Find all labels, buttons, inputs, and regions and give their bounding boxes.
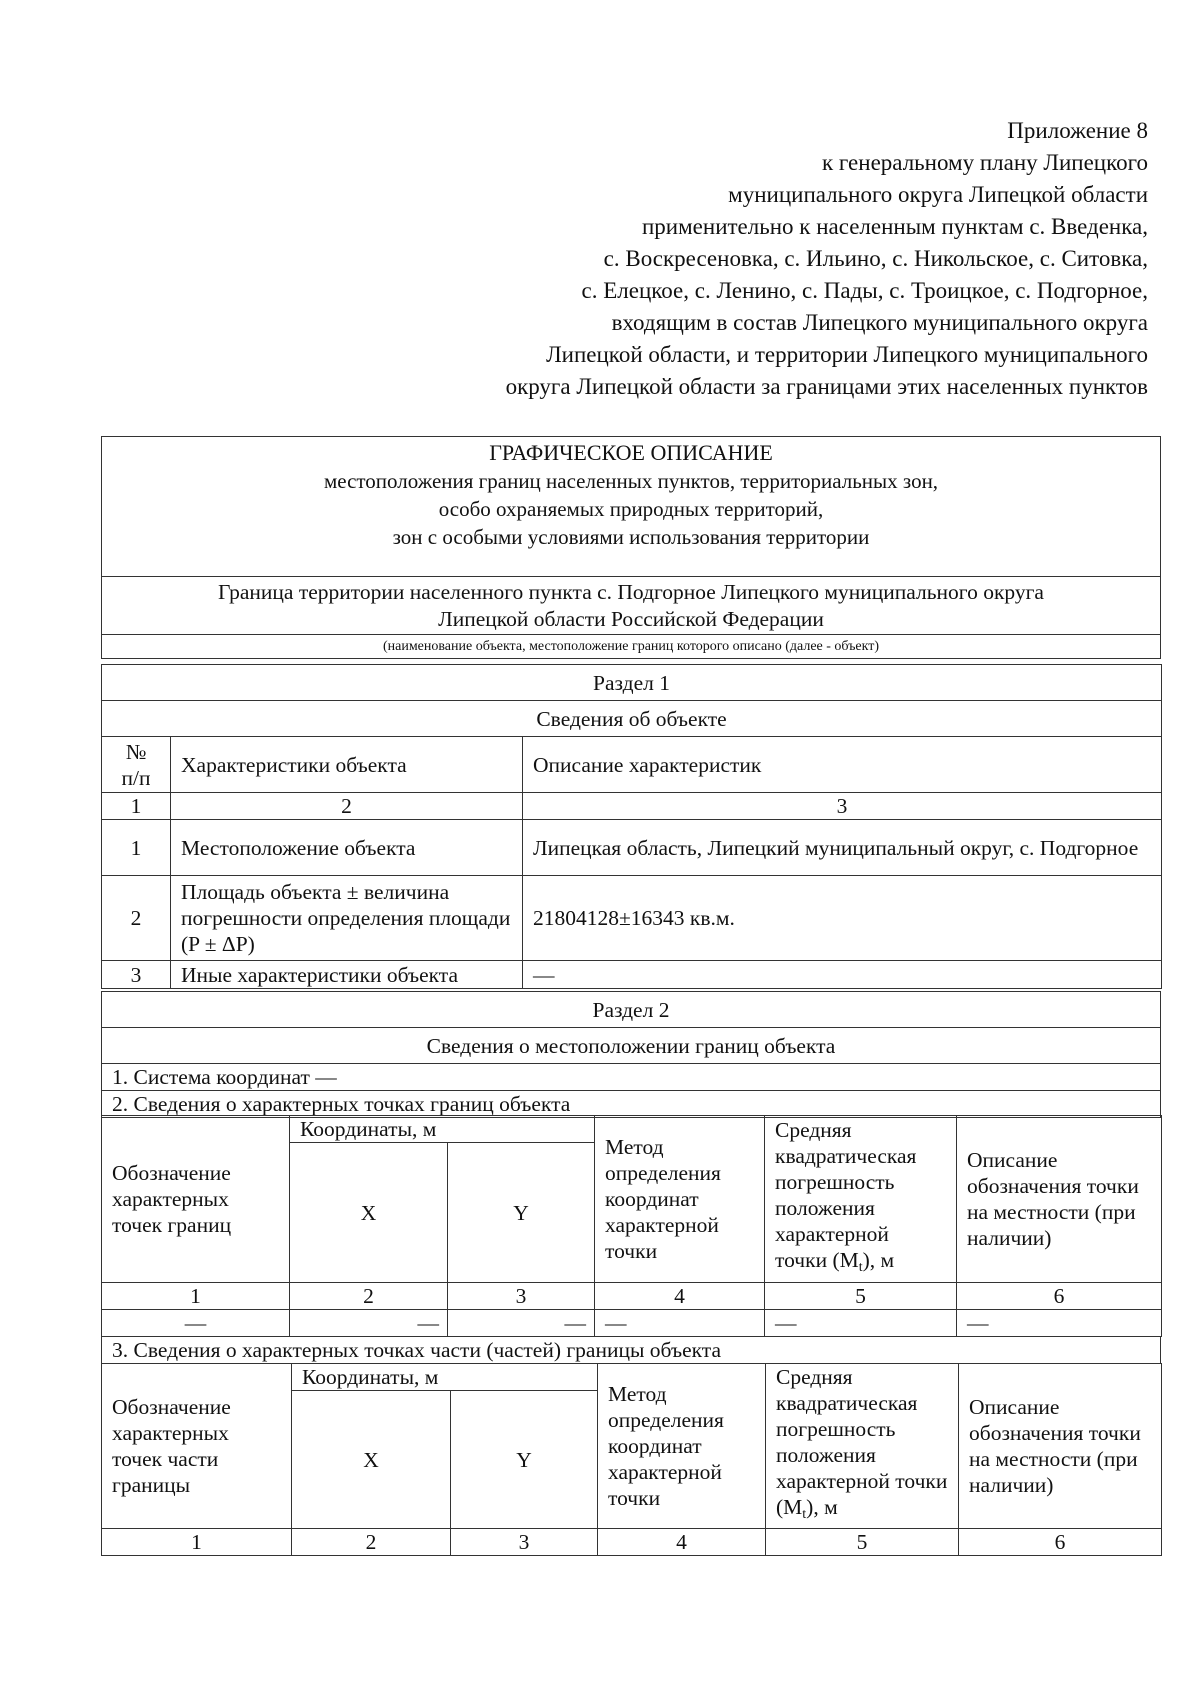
title-line: особо охраняемых природных территорий,	[438, 497, 824, 521]
col-header-number	[102, 737, 171, 793]
row-number: 3	[102, 961, 171, 989]
col-number: 1	[102, 793, 171, 820]
col-header-error	[766, 1364, 959, 1529]
col-header-x: X	[292, 1391, 451, 1529]
header-line: Приложение 8	[1007, 118, 1148, 143]
col-number: 4	[598, 1529, 766, 1556]
row-number: 1	[102, 820, 171, 876]
section1-title: Раздел 1	[102, 665, 1162, 701]
cell-dash: —	[595, 1310, 765, 1337]
col-number: 3	[523, 793, 1162, 820]
appendix-header	[300, 115, 1148, 403]
col-header-y: Y	[451, 1391, 598, 1529]
cell-dash: —	[448, 1310, 595, 1337]
col-header-designation: Обозначение характерных точек части границы	[102, 1364, 292, 1529]
col-number: 1	[102, 1529, 292, 1556]
col-number: 5	[766, 1529, 959, 1556]
col-number: 2	[290, 1283, 448, 1310]
document-title	[102, 437, 1161, 577]
header-line: применительно к населенным пунктам с. Введенка,	[642, 214, 1148, 239]
header-line: с. Воскресеновка, с. Ильино, с. Никольское, с. Ситовка,	[603, 246, 1148, 271]
table-row	[102, 876, 1162, 961]
row-value: —	[523, 961, 1162, 989]
col-header-description: Описание характеристик	[523, 737, 1162, 793]
title-line: местоположения границ населенных пунктов, территориальных зон,	[323, 469, 939, 493]
object-caption: (наименование объекта, местоположение границ которого описано (далее - объект)	[102, 635, 1161, 659]
title-heading: ГРАФИЧЕСКОЕ ОПИСАНИЕ	[489, 440, 773, 465]
col-number: 1	[102, 1283, 290, 1310]
row-characteristic: Местоположение объекта	[171, 820, 523, 876]
error-tail: ), м	[862, 1248, 895, 1272]
row-value: 21804128±16343 кв.м.	[523, 876, 1162, 961]
cell-dash: —	[765, 1310, 957, 1337]
table-row	[102, 820, 1162, 876]
section2-title: Раздел 2	[102, 992, 1161, 1028]
col-header-x: X	[290, 1143, 448, 1283]
cell-dash: —	[102, 1310, 290, 1337]
section1-table	[101, 664, 1162, 989]
section2-subtitle: Сведения о местоположении границ объекта	[102, 1028, 1161, 1064]
col-header-point-description: Описание обозначения точки на местности (при наличии)	[959, 1364, 1162, 1529]
col-number: 4	[595, 1283, 765, 1310]
col-number: 6	[957, 1283, 1162, 1310]
object-name-line: Граница территории населенного пункта с. Подгорное Липецкого муниципального округа	[218, 579, 1044, 604]
object-name	[102, 577, 1161, 635]
row-characteristic: Площадь объекта ± величина погрешности определения площади (P ± ΔP)	[171, 876, 523, 961]
col-header-method: Метод определения координат характерной точки	[598, 1364, 766, 1529]
col-header-characteristics: Характеристики объекта	[171, 737, 523, 793]
cell-dash: —	[290, 1310, 448, 1337]
error-label: Средняя квадратическая погрешность положения характерной точки (M	[776, 1365, 948, 1519]
error-label: Средняя квадратическая погрешность положения характерной точки (M	[775, 1118, 917, 1272]
table-row	[102, 961, 1162, 989]
col-header-number-line: п/п	[121, 765, 151, 790]
error-subscript: t	[858, 1260, 863, 1275]
row-number: 2	[102, 876, 171, 961]
table-row	[102, 1310, 1162, 1337]
header-line: Липецкой области, и территории Липецкого муниципального	[546, 342, 1148, 367]
title-table	[101, 436, 1161, 659]
parts-heading: 3. Сведения о характерных точках части (частей) границы объекта	[102, 1337, 1161, 1364]
col-header-error	[765, 1116, 957, 1283]
parts-table	[101, 1363, 1162, 1556]
header-line: входящим в состав Липецкого муниципального округа	[611, 310, 1148, 335]
section2-table	[101, 991, 1161, 1118]
title-line: зон с особыми условиями использования территории	[392, 525, 870, 549]
col-header-point-description: Описание обозначения точки на местности (при наличии)	[957, 1116, 1162, 1283]
col-header-coordinates: Координаты, м	[292, 1364, 598, 1391]
section1-subtitle: Сведения об объекте	[102, 701, 1162, 737]
header-line: к генеральному плану Липецкого	[822, 150, 1148, 175]
col-number: 5	[765, 1283, 957, 1310]
col-number: 3	[448, 1283, 595, 1310]
header-line: с. Елецкое, с. Ленино, с. Пады, с. Троицкое, с. Подгорное,	[581, 278, 1148, 303]
header-line: округа Липецкой области за границами этих населенных пунктов	[505, 374, 1148, 399]
col-number: 3	[451, 1529, 598, 1556]
points-heading: 2. Сведения о характерных точках границ объекта	[102, 1091, 1161, 1118]
row-characteristic: Иные характеристики объекта	[171, 961, 523, 989]
col-number: 6	[959, 1529, 1162, 1556]
coordinate-system: 1. Система координат —	[102, 1064, 1161, 1091]
object-name-line: Липецкой области Российской Федерации	[438, 606, 824, 631]
error-subscript: t	[802, 1507, 807, 1522]
row-value: Липецкая область, Липецкий муниципальный округ, с. Подгорное	[523, 820, 1162, 876]
points-table	[101, 1115, 1162, 1337]
col-header-number-line: №	[125, 739, 147, 764]
col-number: 2	[171, 793, 523, 820]
col-number: 2	[292, 1529, 451, 1556]
col-header-designation: Обозначение характерных точек границ	[102, 1116, 290, 1283]
col-header-coordinates: Координаты, м	[290, 1116, 595, 1143]
header-line: муниципального округа Липецкой области	[728, 182, 1148, 207]
error-tail: ), м	[806, 1495, 838, 1519]
parts-heading-table	[101, 1336, 1161, 1364]
cell-dash: —	[957, 1310, 1162, 1337]
col-header-y: Y	[448, 1143, 595, 1283]
col-header-method: Метод определения координат характерной точки	[595, 1116, 765, 1283]
